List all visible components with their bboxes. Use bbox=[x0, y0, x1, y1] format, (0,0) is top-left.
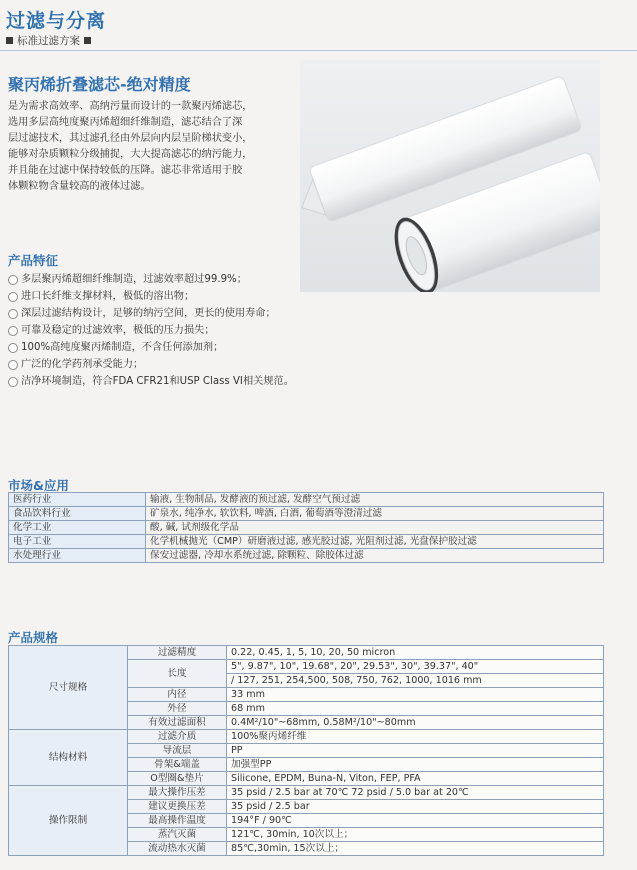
square-icon bbox=[6, 37, 13, 44]
feature-text: 可靠及稳定的过滤效率，极低的压力损失； bbox=[21, 325, 215, 336]
spec-value: 0.4M²/10"~68mm, 0.58M²/10"~80mm bbox=[227, 716, 604, 730]
spec-value: 0.22, 0.45, 1, 5, 10, 20, 50 micron bbox=[227, 646, 604, 660]
spec-label: 外径 bbox=[128, 702, 227, 716]
intro-line: 是为需求高效率、高纳污量而设计的一款聚丙烯滤芯， bbox=[8, 101, 253, 112]
table-row bbox=[9, 507, 604, 521]
intro-line: 层过滤技术，其过滤孔径由外层向内层呈阶梯状变小， bbox=[8, 133, 253, 144]
intro-line: 并且能在过滤中保持较低的压降。滤芯非常适用于胶 bbox=[8, 165, 243, 176]
bullet-icon bbox=[8, 275, 18, 285]
spec-label: 长度 bbox=[128, 660, 227, 688]
spec-value: 33 mm bbox=[227, 688, 604, 702]
section-subtitle bbox=[6, 33, 91, 48]
list-item bbox=[8, 271, 298, 288]
apps-cell: 化学机械抛光（CMP）研磨液过滤, 感光胶过滤, 光阻剂过滤, 光盘保护胶过滤 bbox=[146, 535, 604, 549]
spec-label: 流动热水灭菌 bbox=[128, 842, 227, 856]
group-operation: 操作限制 bbox=[9, 786, 128, 856]
subtitle-text: 标准过滤方案 bbox=[17, 35, 80, 47]
feature-text: 洁净环境制造，符合FDA CFR21和USP Class VI相关规范。 bbox=[21, 376, 294, 387]
bullet-icon bbox=[8, 360, 18, 370]
header-divider bbox=[0, 50, 637, 51]
spec-value: / 127, 251, 254,500, 508, 750, 762, 1000, 1016 mm bbox=[227, 674, 604, 688]
group-material: 结构材料 bbox=[9, 730, 128, 786]
feature-text: 广泛的化学药剂承受能力； bbox=[21, 359, 144, 370]
feature-text: 进口长纤维支撑材料，极低的溶出物； bbox=[21, 291, 195, 302]
square-icon bbox=[84, 37, 91, 44]
spec-label: 最大操作压差 bbox=[128, 786, 227, 800]
group-size: 尺寸规格 bbox=[9, 646, 128, 730]
spec-label: 内径 bbox=[128, 688, 227, 702]
apps-cell: 矿泉水, 纯净水, 软饮料, 啤酒, 白酒, 葡萄酒等澄清过滤 bbox=[146, 507, 604, 521]
spec-label: 建议更换压差 bbox=[128, 800, 227, 814]
market-table bbox=[8, 492, 604, 563]
spec-value: 85℃,30min, 15次以上； bbox=[227, 842, 604, 856]
spec-value: 加强型PP bbox=[227, 758, 604, 772]
spec-label: O型圈&垫片 bbox=[128, 772, 227, 786]
sector-cell: 食品饮料行业 bbox=[9, 507, 146, 521]
spec-value: 35 psid / 2.5 bar bbox=[227, 800, 604, 814]
spec-label: 有效过滤面积 bbox=[128, 716, 227, 730]
spec-label: 骨架&端盖 bbox=[128, 758, 227, 772]
spec-heading: 产品规格 bbox=[8, 630, 59, 645]
spec-value: 121℃, 30min, 10次以上； bbox=[227, 828, 604, 842]
table-row bbox=[9, 521, 604, 535]
bullet-icon bbox=[8, 292, 18, 302]
list-item bbox=[8, 339, 298, 356]
bullet-icon bbox=[8, 343, 18, 353]
spec-value: PP bbox=[227, 744, 604, 758]
sector-cell: 水处理行业 bbox=[9, 549, 146, 563]
list-item bbox=[8, 288, 298, 305]
table-row bbox=[9, 535, 604, 549]
spec-value: 5", 9.87", 10", 19.68", 20", 29.53", 30", 39.37", 40" bbox=[227, 660, 604, 674]
filter-cartridge-photo bbox=[300, 60, 600, 292]
spec-label: 导流层 bbox=[128, 744, 227, 758]
list-item bbox=[8, 373, 298, 390]
spec-value: 68 mm bbox=[227, 702, 604, 716]
feature-text: 深层过滤结构设计，足够的纳污空间，更长的使用寿命； bbox=[21, 308, 276, 319]
table-row bbox=[9, 730, 604, 744]
features-heading: 产品特征 bbox=[8, 253, 59, 268]
table-row bbox=[9, 786, 604, 800]
features-list bbox=[8, 271, 298, 390]
table-row bbox=[9, 646, 604, 660]
table-row bbox=[9, 493, 604, 507]
spec-table bbox=[8, 645, 604, 856]
sector-cell: 化学工业 bbox=[9, 521, 146, 535]
spec-value: Silicone, EPDM, Buna-N, Viton, FEP, PFA bbox=[227, 772, 604, 786]
spec-label: 过滤介质 bbox=[128, 730, 227, 744]
spec-value: 35 psid / 2.5 bar at 70℃ 72 psid / 5.0 bar at 20℃ bbox=[227, 786, 604, 800]
apps-cell: 输液, 生物制品, 发酵液的预过滤, 发酵空气预过滤 bbox=[146, 493, 604, 507]
spec-value: 100%聚丙烯纤维 bbox=[227, 730, 604, 744]
market-heading: 市场&应用 bbox=[8, 478, 69, 493]
spec-label: 最高操作温度 bbox=[128, 814, 227, 828]
section-title: 过滤与分离 bbox=[6, 10, 107, 32]
apps-cell: 酸, 碱, 试剂级化学品 bbox=[146, 521, 604, 535]
product-description bbox=[8, 99, 308, 195]
spec-value: 194°F / 90℃ bbox=[227, 814, 604, 828]
intro-line: 能够对杂质颗粒分级捕捉，大大提高滤芯的纳污能力， bbox=[8, 149, 253, 160]
sector-cell: 电子工业 bbox=[9, 535, 146, 549]
bullet-icon bbox=[8, 377, 18, 387]
list-item bbox=[8, 356, 298, 373]
list-item bbox=[8, 305, 298, 322]
apps-cell: 保安过滤器, 冷却水系统过滤, 除颗粒、除胶体过滤 bbox=[146, 549, 604, 563]
feature-text: 100%高纯度聚丙烯制造，不含任何添加剂； bbox=[21, 342, 224, 353]
intro-line: 体颗粒物含量较高的液体过滤。 bbox=[8, 181, 151, 192]
spec-label: 过滤精度 bbox=[128, 646, 227, 660]
bullet-icon bbox=[8, 309, 18, 319]
table-row bbox=[9, 549, 604, 563]
product-title: 聚丙烯折叠滤芯-绝对精度 bbox=[8, 75, 191, 94]
spec-label: 蒸汽灭菌 bbox=[128, 828, 227, 842]
intro-line: 选用多层高纯度聚丙烯超细纤维制造，滤芯结合了深 bbox=[8, 117, 243, 128]
sector-cell: 医药行业 bbox=[9, 493, 146, 507]
feature-text: 多层聚丙烯超细纤维制造，过滤效率超过99.9%； bbox=[21, 274, 247, 285]
list-item bbox=[8, 322, 298, 339]
bullet-icon bbox=[8, 326, 18, 336]
